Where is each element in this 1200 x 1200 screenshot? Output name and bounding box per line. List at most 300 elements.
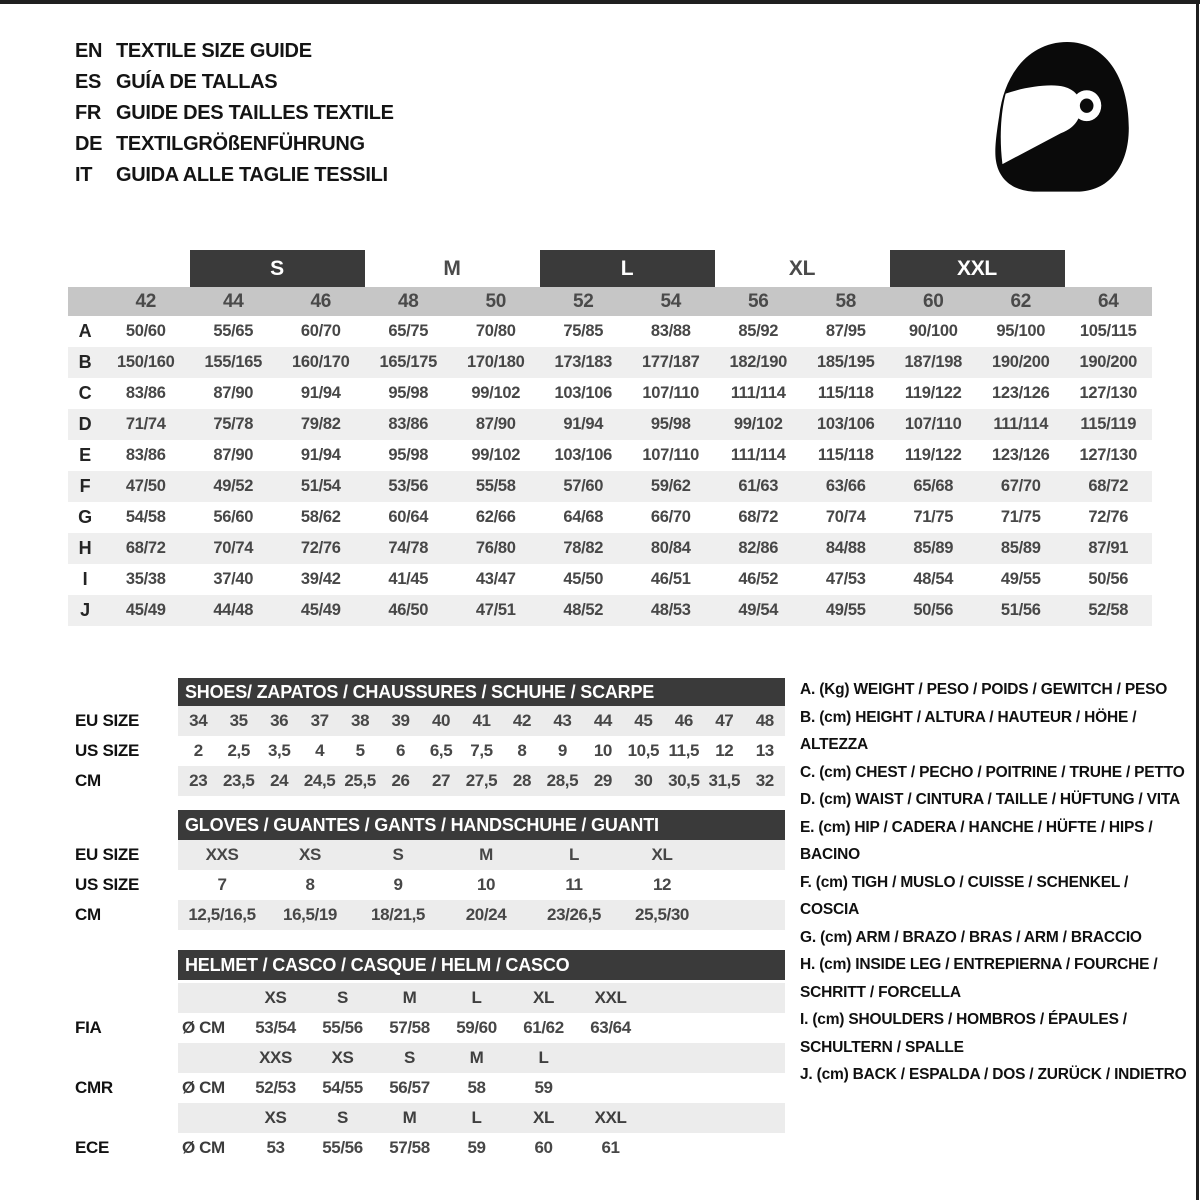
gloves-value: M [479, 845, 493, 864]
size-value: 45/50 [563, 570, 604, 588]
size-value: 49/54 [738, 601, 779, 619]
shoes-value: 9 [557, 741, 567, 760]
size-value: 83/88 [650, 322, 691, 340]
size-value: 49/52 [213, 477, 254, 495]
size-value: 63/66 [825, 477, 866, 495]
numeric-size: 44 [222, 290, 244, 312]
size-value: 87/95 [825, 322, 866, 340]
shoes-value: 39 [391, 711, 410, 730]
helmet-size-label: XXS [259, 1048, 292, 1067]
size-value: 82/86 [738, 539, 779, 557]
gloves-value: 18/21,5 [371, 905, 425, 924]
shoes-row-values [178, 766, 785, 796]
helmet-data-row [68, 1073, 785, 1103]
size-value: 119/122 [904, 446, 962, 464]
helmet-sizes-row [68, 1043, 785, 1073]
gloves-value: 23/26,5 [547, 905, 601, 924]
helmet-size-label: XS [331, 1048, 354, 1067]
size-table-row [68, 471, 1152, 502]
helmet-size-value: 56/57 [389, 1078, 430, 1097]
shoes-value: 27 [431, 771, 451, 790]
shoes-row-values [178, 706, 785, 736]
legend-item: I. (cm) SHOULDERS / HOMBROS / ÉPAULES / SCHULTERN / SPALLE [800, 1011, 1127, 1056]
size-value: 47/51 [475, 601, 516, 619]
size-value: 173/183 [554, 353, 613, 371]
size-value: 91/94 [300, 446, 341, 464]
language-code: EN [75, 40, 103, 62]
racing-helmet-icon [983, 30, 1145, 202]
shoes-value: 6 [396, 741, 406, 760]
size-table-row [68, 595, 1152, 626]
size-value: 165/175 [379, 353, 438, 371]
size-value: 187/198 [904, 353, 963, 371]
numeric-size: 50 [485, 290, 507, 312]
size-value: 65/75 [388, 322, 429, 340]
shoes-value: 38 [351, 711, 370, 730]
row-letter: J [80, 600, 90, 620]
size-value: 105/115 [1079, 322, 1137, 340]
language-code: ES [75, 71, 102, 93]
helmet-unit-label: Ø CM [182, 1078, 225, 1097]
size-value: 74/78 [388, 539, 429, 557]
helmet-size-value: 52/53 [255, 1078, 296, 1097]
size-value: 85/89 [913, 539, 954, 557]
shoes-value: 4 [315, 741, 325, 760]
shoes-value: 28 [512, 771, 531, 790]
gloves-value: XS [299, 845, 321, 864]
size-group-row [68, 250, 1152, 287]
size-group-xxl: XXL [890, 250, 1065, 287]
numeric-size: 54 [660, 290, 682, 312]
gloves-value: 7 [217, 875, 227, 894]
row-letter: F [79, 476, 91, 496]
shoes-value: 32 [755, 771, 774, 790]
gloves-row-values [178, 840, 785, 870]
helmet-size-label: M [402, 988, 417, 1007]
language-row [75, 67, 394, 98]
shoes-value: 37 [310, 711, 329, 730]
helmet-standard-label: FIA [75, 1018, 102, 1037]
size-value: 49/55 [825, 601, 866, 619]
size-value: 170/180 [466, 353, 525, 371]
size-value: 190/200 [1079, 353, 1138, 371]
size-value: 95/98 [650, 415, 691, 433]
helmet-standard-label: CMR [75, 1078, 113, 1097]
helmet-size-label: L [471, 1108, 482, 1127]
size-value: 123/126 [991, 384, 1050, 402]
size-value: 95/98 [388, 446, 429, 464]
gloves-row-label: EU SIZE [75, 845, 140, 864]
size-value: 52/58 [1088, 601, 1129, 619]
shoes-value: 2 [193, 741, 203, 760]
size-table-row [68, 409, 1152, 440]
size-value: 107/110 [642, 384, 700, 402]
size-value: 83/86 [388, 415, 429, 433]
size-value: 103/106 [554, 384, 613, 402]
shoes-value: 2,5 [227, 741, 250, 760]
gloves-value: XXS [205, 845, 239, 864]
legend-item: A. (Kg) WEIGHT / PESO / POIDS / GEWITCH / PESO [800, 681, 1168, 698]
size-value: 46/51 [650, 570, 691, 588]
helmet-unit-spacer [178, 1103, 242, 1133]
size-value: 62/66 [475, 508, 516, 526]
numeric-size-row [68, 287, 1152, 316]
size-value: 71/75 [1000, 508, 1041, 526]
language-code: IT [75, 164, 93, 186]
gloves-value: 25,5/30 [635, 905, 689, 924]
helmet-size-value: 55/56 [322, 1138, 363, 1157]
size-value: 119/122 [904, 384, 962, 402]
helmet-sizes-row [68, 1103, 785, 1133]
size-value: 50/56 [913, 601, 954, 619]
helmet-header-spacer [68, 950, 178, 980]
shoes-row [68, 766, 785, 796]
helmet-size-value: 53 [266, 1138, 285, 1157]
size-value: 64/68 [563, 508, 604, 526]
shoes-value: 41 [472, 711, 491, 730]
gloves-header-spacer [68, 810, 178, 840]
size-value: 70/74 [213, 539, 254, 557]
gloves-value: 20/24 [465, 905, 507, 924]
legend-item: H. (cm) INSIDE LEG / ENTREPIERNA / FOURCHE / SCHRITT / FORCELLA [800, 956, 1158, 1001]
size-value: 45/49 [300, 601, 341, 619]
gloves-row-values [178, 870, 785, 900]
size-value: 46/52 [738, 570, 779, 588]
shoes-value: 30,5 [668, 771, 700, 790]
size-value: 50/60 [125, 322, 166, 340]
size-value: 60/70 [300, 322, 341, 340]
helmet-size-label: M [469, 1048, 484, 1067]
shoes-value: 24 [270, 771, 289, 790]
gloves-value: 11 [565, 875, 583, 894]
helmet-size-label: XS [264, 1108, 287, 1127]
row-letter: H [78, 538, 92, 558]
size-table-row [68, 378, 1152, 409]
size-value: 44/48 [213, 601, 254, 619]
language-row [75, 160, 394, 191]
shoes-value: 7,5 [470, 741, 493, 760]
numeric-size-spacer [68, 287, 102, 316]
size-value: 95/100 [996, 322, 1046, 340]
size-value: 80/84 [650, 539, 691, 557]
size-value: 37/40 [213, 570, 254, 588]
gloves-row [68, 840, 785, 870]
gloves-header-row [68, 810, 785, 840]
numeric-size: 42 [135, 290, 157, 312]
shoes-value: 23 [189, 771, 208, 790]
legend-item: J. (cm) BACK / ESPALDA / DOS / ZURÜCK / INDIETRO [800, 1066, 1187, 1083]
shoes-value: 13 [755, 741, 774, 760]
gloves-row [68, 900, 785, 930]
size-value: 115/118 [817, 446, 874, 464]
shoes-value: 27,5 [465, 771, 498, 790]
size-value: 48/53 [650, 601, 691, 619]
size-value: 91/94 [563, 415, 604, 433]
gloves-value: 10 [476, 875, 496, 894]
shoes-value: 23,5 [222, 771, 255, 790]
size-value: 55/65 [213, 322, 254, 340]
size-value: 185/195 [816, 353, 875, 371]
size-value: 87/90 [213, 446, 254, 464]
shoes-value: 29 [593, 771, 612, 790]
numeric-size: 56 [747, 290, 769, 312]
language-title: TEXTILE SIZE GUIDE [116, 40, 312, 62]
size-value: 111/114 [730, 384, 786, 402]
legend-item: B. (cm) HEIGHT / ALTURA / HAUTEUR / HÖHE / ALTEZZA [800, 708, 1137, 753]
shoes-value: 26 [391, 771, 410, 790]
helmet-size-value: 57/58 [389, 1138, 430, 1157]
size-value: 79/82 [300, 415, 341, 433]
legend-item: F. (cm) TIGH / MUSLO / CUISSE / SCHENKEL / COSCIA [800, 873, 1129, 918]
helmet-size-value: 55/56 [322, 1018, 363, 1037]
measurement-legend [800, 676, 1188, 1089]
row-letter: I [82, 569, 88, 589]
size-value: 87/91 [1088, 539, 1129, 557]
size-group-xl: XL [788, 256, 816, 280]
row-letter: A [78, 321, 92, 341]
gloves-row [68, 870, 785, 900]
size-table-row [68, 347, 1152, 378]
size-table-row [68, 533, 1152, 564]
helmet-size-value: 53/54 [255, 1018, 296, 1037]
size-value: 70/80 [475, 322, 516, 340]
size-value: 51/56 [1000, 601, 1041, 619]
size-value: 87/90 [213, 384, 254, 402]
size-value: 99/102 [733, 415, 783, 433]
helmet-title: HELMET / CASCO / CASQUE / HELM / CASCO [178, 950, 785, 980]
size-value: 41/45 [388, 570, 429, 588]
size-value: 70/74 [825, 508, 866, 526]
helmet-data-row [68, 1013, 785, 1043]
size-value: 177/187 [641, 353, 700, 371]
helmet-size-label: XS [264, 988, 287, 1007]
size-value: 54/58 [125, 508, 166, 526]
size-value: 85/89 [1000, 539, 1041, 557]
numeric-size: 60 [922, 290, 944, 312]
size-value: 111/114 [730, 446, 786, 464]
legend-item: G. (cm) ARM / BRAZO / BRAS / ARM / BRACCIO [800, 928, 1142, 946]
shoes-value: 31,5 [708, 771, 741, 790]
row-letter: G [78, 507, 92, 527]
size-value: 78/82 [563, 539, 604, 557]
helmet-sizes-values [178, 1043, 785, 1073]
size-value: 57/60 [563, 477, 604, 495]
size-value: 115/118 [817, 384, 874, 402]
helmet-unit-label: Ø CM [182, 1018, 225, 1037]
helmet-size-value: 60 [534, 1138, 553, 1157]
helmet-data-row [68, 1133, 785, 1163]
size-value: 48/52 [563, 601, 604, 619]
size-value: 91/94 [300, 384, 341, 402]
size-value: 182/190 [729, 353, 788, 371]
helmet-data-values [178, 1013, 785, 1043]
size-value: 53/56 [388, 477, 429, 495]
shoes-row-label: EU SIZE [75, 711, 140, 730]
shoes-value: 28,5 [546, 771, 579, 790]
numeric-size: 62 [1010, 290, 1032, 312]
gloves-row-label: US SIZE [75, 875, 140, 894]
numeric-size: 64 [1097, 290, 1119, 312]
gloves-value: 12 [652, 875, 672, 894]
gloves-value: 9 [393, 875, 403, 894]
size-value: 111/114 [993, 415, 1049, 433]
size-group-s: S [190, 250, 365, 287]
shoes-value: 11,5 [668, 741, 700, 760]
size-value: 115/119 [1080, 415, 1137, 433]
helmet-size-label: S [337, 1108, 348, 1127]
shoes-value: 25,5 [344, 771, 376, 790]
shoes-value: 5 [355, 741, 365, 760]
size-value: 75/78 [213, 415, 254, 433]
size-value: 76/80 [475, 539, 516, 557]
size-value: 47/53 [825, 570, 866, 588]
gloves-row-label: CM [75, 905, 101, 924]
shoes-row [68, 736, 785, 766]
shoes-header-spacer [68, 678, 178, 706]
helmet-size-value: 59 [534, 1078, 553, 1097]
size-value: 51/54 [300, 477, 341, 495]
size-value: 61/63 [738, 477, 779, 495]
language-code: DE [75, 133, 103, 155]
helmet-unit-spacer [178, 1043, 242, 1073]
language-code: FR [75, 102, 102, 124]
language-title: TEXTILGRÖßENFÜHRUNG [116, 133, 365, 155]
shoes-value: 48 [755, 711, 774, 730]
page-right-edge-line [1196, 0, 1199, 1200]
size-group-l: L [540, 250, 715, 287]
size-value: 45/49 [125, 601, 166, 619]
helmet-size-label: S [404, 1048, 415, 1067]
size-value: 66/70 [650, 508, 691, 526]
row-letter: B [78, 352, 92, 372]
size-value: 103/106 [554, 446, 613, 464]
helmet-header-row [68, 950, 785, 980]
numeric-size: 46 [310, 290, 332, 312]
shoes-value: 12 [715, 741, 734, 760]
helmet-sizes-spacer [68, 983, 178, 1013]
helmet-size-label: S [337, 988, 348, 1007]
shoes-value: 34 [189, 711, 208, 730]
size-group-spacer [68, 250, 190, 287]
legend-item: C. (cm) CHEST / PECHO / POITRINE / TRUHE / PETTO [800, 763, 1185, 781]
helmet-size-label: L [471, 988, 482, 1007]
shoes-value: 8 [517, 741, 527, 760]
helmet-size-value: 58 [467, 1078, 486, 1097]
shoes-value: 36 [270, 711, 289, 730]
size-table-row [68, 564, 1152, 595]
size-value: 68/72 [125, 539, 166, 557]
gloves-value: 12,5/16,5 [188, 905, 256, 924]
size-value: 83/86 [125, 446, 166, 464]
size-table-row [68, 502, 1152, 533]
helmet-size-value: 59 [467, 1138, 486, 1157]
helmet-standard-label: ECE [75, 1138, 110, 1157]
shoes-value: 10 [593, 741, 612, 760]
shoes-row-label: CM [75, 771, 101, 790]
size-table-row [68, 440, 1152, 471]
size-value: 71/74 [125, 415, 166, 433]
size-value: 127/130 [1079, 384, 1138, 402]
legend-item: D. (cm) WAIST / CINTURA / TAILLE / HÜFTUNG / VITA [800, 791, 1180, 808]
size-value: 56/60 [213, 508, 254, 526]
language-title: GUIDA ALLE TAGLIE TESSILI [116, 164, 388, 186]
language-row [75, 129, 394, 160]
language-row [75, 98, 394, 129]
helmet-size-label: XXL [594, 1108, 627, 1127]
size-value: 43/47 [475, 570, 516, 588]
size-value: 150/160 [116, 353, 175, 371]
row-letter: C [78, 383, 92, 403]
helmet-size-label: XL [533, 1108, 554, 1127]
size-value: 60/64 [388, 508, 429, 526]
shoes-value: 47 [715, 711, 734, 730]
size-value: 127/130 [1079, 446, 1138, 464]
size-value: 68/72 [1088, 477, 1129, 495]
size-value: 123/126 [991, 446, 1050, 464]
helmet-sizes-row [68, 983, 785, 1013]
gloves-value: 16,5/19 [283, 905, 337, 924]
size-value: 83/86 [125, 384, 166, 402]
gloves-value: XL [651, 845, 673, 864]
gloves-value: S [392, 845, 404, 864]
size-value: 87/90 [475, 415, 516, 433]
size-value: 85/92 [738, 322, 779, 340]
helmet-data-values [178, 1133, 785, 1163]
size-value: 190/200 [991, 353, 1050, 371]
size-value: 95/98 [388, 384, 429, 402]
helmet-size-value: 59/60 [456, 1018, 497, 1037]
shoes-row-label: US SIZE [75, 741, 140, 760]
helmet-sizes-spacer [68, 1043, 178, 1073]
size-value: 99/102 [471, 446, 521, 464]
helmet-size-label: XL [533, 988, 554, 1007]
shoes-row-values [178, 736, 785, 766]
helmet-size-value: 54/55 [322, 1078, 363, 1097]
shoes-value: 43 [553, 711, 572, 730]
helmet-sizes-spacer [68, 1103, 178, 1133]
language-title-list [75, 36, 394, 191]
shoes-value: 42 [512, 711, 531, 730]
shoes-value: 24,5 [303, 771, 336, 790]
gloves-size-table [68, 810, 785, 930]
helmet-unit-label: Ø CM [182, 1138, 225, 1157]
size-value: 155/165 [204, 353, 263, 371]
language-title: GUIDE DES TAILLES TEXTILE [116, 102, 394, 124]
helmet-data-values [178, 1073, 785, 1103]
row-letter: D [78, 414, 92, 434]
shoes-value: 40 [431, 711, 451, 730]
shoes-size-table [68, 678, 785, 796]
size-value: 107/110 [642, 446, 700, 464]
size-value: 99/102 [471, 384, 521, 402]
page-top-edge-line [0, 0, 1200, 4]
helmet-size-value: 61/62 [523, 1018, 564, 1037]
numeric-size: 52 [572, 290, 594, 312]
gloves-title: GLOVES / GUANTES / GANTS / HANDSCHUHE / GUANTI [178, 810, 785, 840]
size-value: 75/85 [563, 322, 604, 340]
size-group-m: M [443, 256, 461, 280]
row-letter: E [79, 445, 91, 465]
shoes-value: 35 [229, 711, 248, 730]
size-value: 65/68 [913, 477, 954, 495]
gloves-value: 8 [305, 875, 315, 894]
legend-item: E. (cm) HIP / CADERA / HANCHE / HÜFTE / HIPS / BACINO [800, 818, 1153, 863]
shoes-value: 45 [634, 711, 653, 730]
size-value: 72/76 [300, 539, 341, 557]
helmet-sizes-values [178, 1103, 785, 1133]
helmet-size-label: L [538, 1048, 549, 1067]
shoes-row [68, 706, 785, 736]
